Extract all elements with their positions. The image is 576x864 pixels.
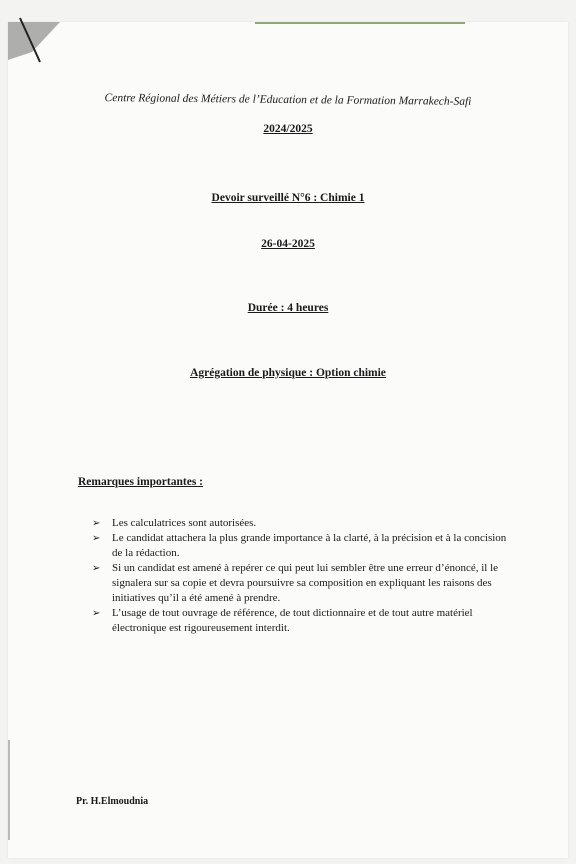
list-item — [92, 516, 512, 531]
remark-text: L’usage de tout ouvrage de référence, de tout dictionnaire et de tout autre matériel électronique est rigoureusement interdit. — [112, 607, 473, 634]
exam-title: Devoir surveillé N°6 : Chimie 1 — [211, 192, 365, 204]
exam-duration: Durée : 4 heures — [247, 302, 329, 314]
exam-option: Agrégation de physique : Option chimie — [190, 367, 386, 379]
left-edge-mark — [8, 740, 10, 840]
list-item — [92, 531, 512, 561]
remark-text: Les calculatrices sont autorisées. — [112, 517, 257, 529]
arrow-bullet-icon: ➢ — [92, 563, 101, 574]
list-item — [92, 561, 512, 606]
remark-text: Le candidat attachera la plus grande importance à la clarté, à la précision et à la concision de la rédaction. — [112, 532, 507, 559]
list-item — [92, 606, 512, 636]
author-name: Pr. H.Elmoudnia — [76, 796, 149, 807]
academic-year: 2024/2025 — [263, 123, 313, 135]
remark-text: Si un candidat est amené à repérer ce qui peut lui sembler être une erreur d’énoncé, il le signalera sur sa copie et devra poursuivre sa composition en expliquant les raisons des initiatives qu’il a été amené à prendre. — [112, 562, 499, 604]
corner-fold-mark — [0, 0, 80, 70]
remarks-list — [92, 516, 512, 636]
arrow-bullet-icon: ➢ — [92, 608, 101, 619]
remarks-heading: Remarques importantes : — [78, 476, 203, 488]
arrow-bullet-icon: ➢ — [92, 533, 101, 544]
top-edge-mark — [255, 22, 465, 24]
exam-date: 26-04-2025 — [261, 238, 315, 250]
document-page — [8, 22, 568, 858]
institution-name: Centre Régional des Métiers de l’Education et de la Formation Marrakech-Safi — [104, 92, 472, 108]
arrow-bullet-icon: ➢ — [92, 518, 101, 529]
